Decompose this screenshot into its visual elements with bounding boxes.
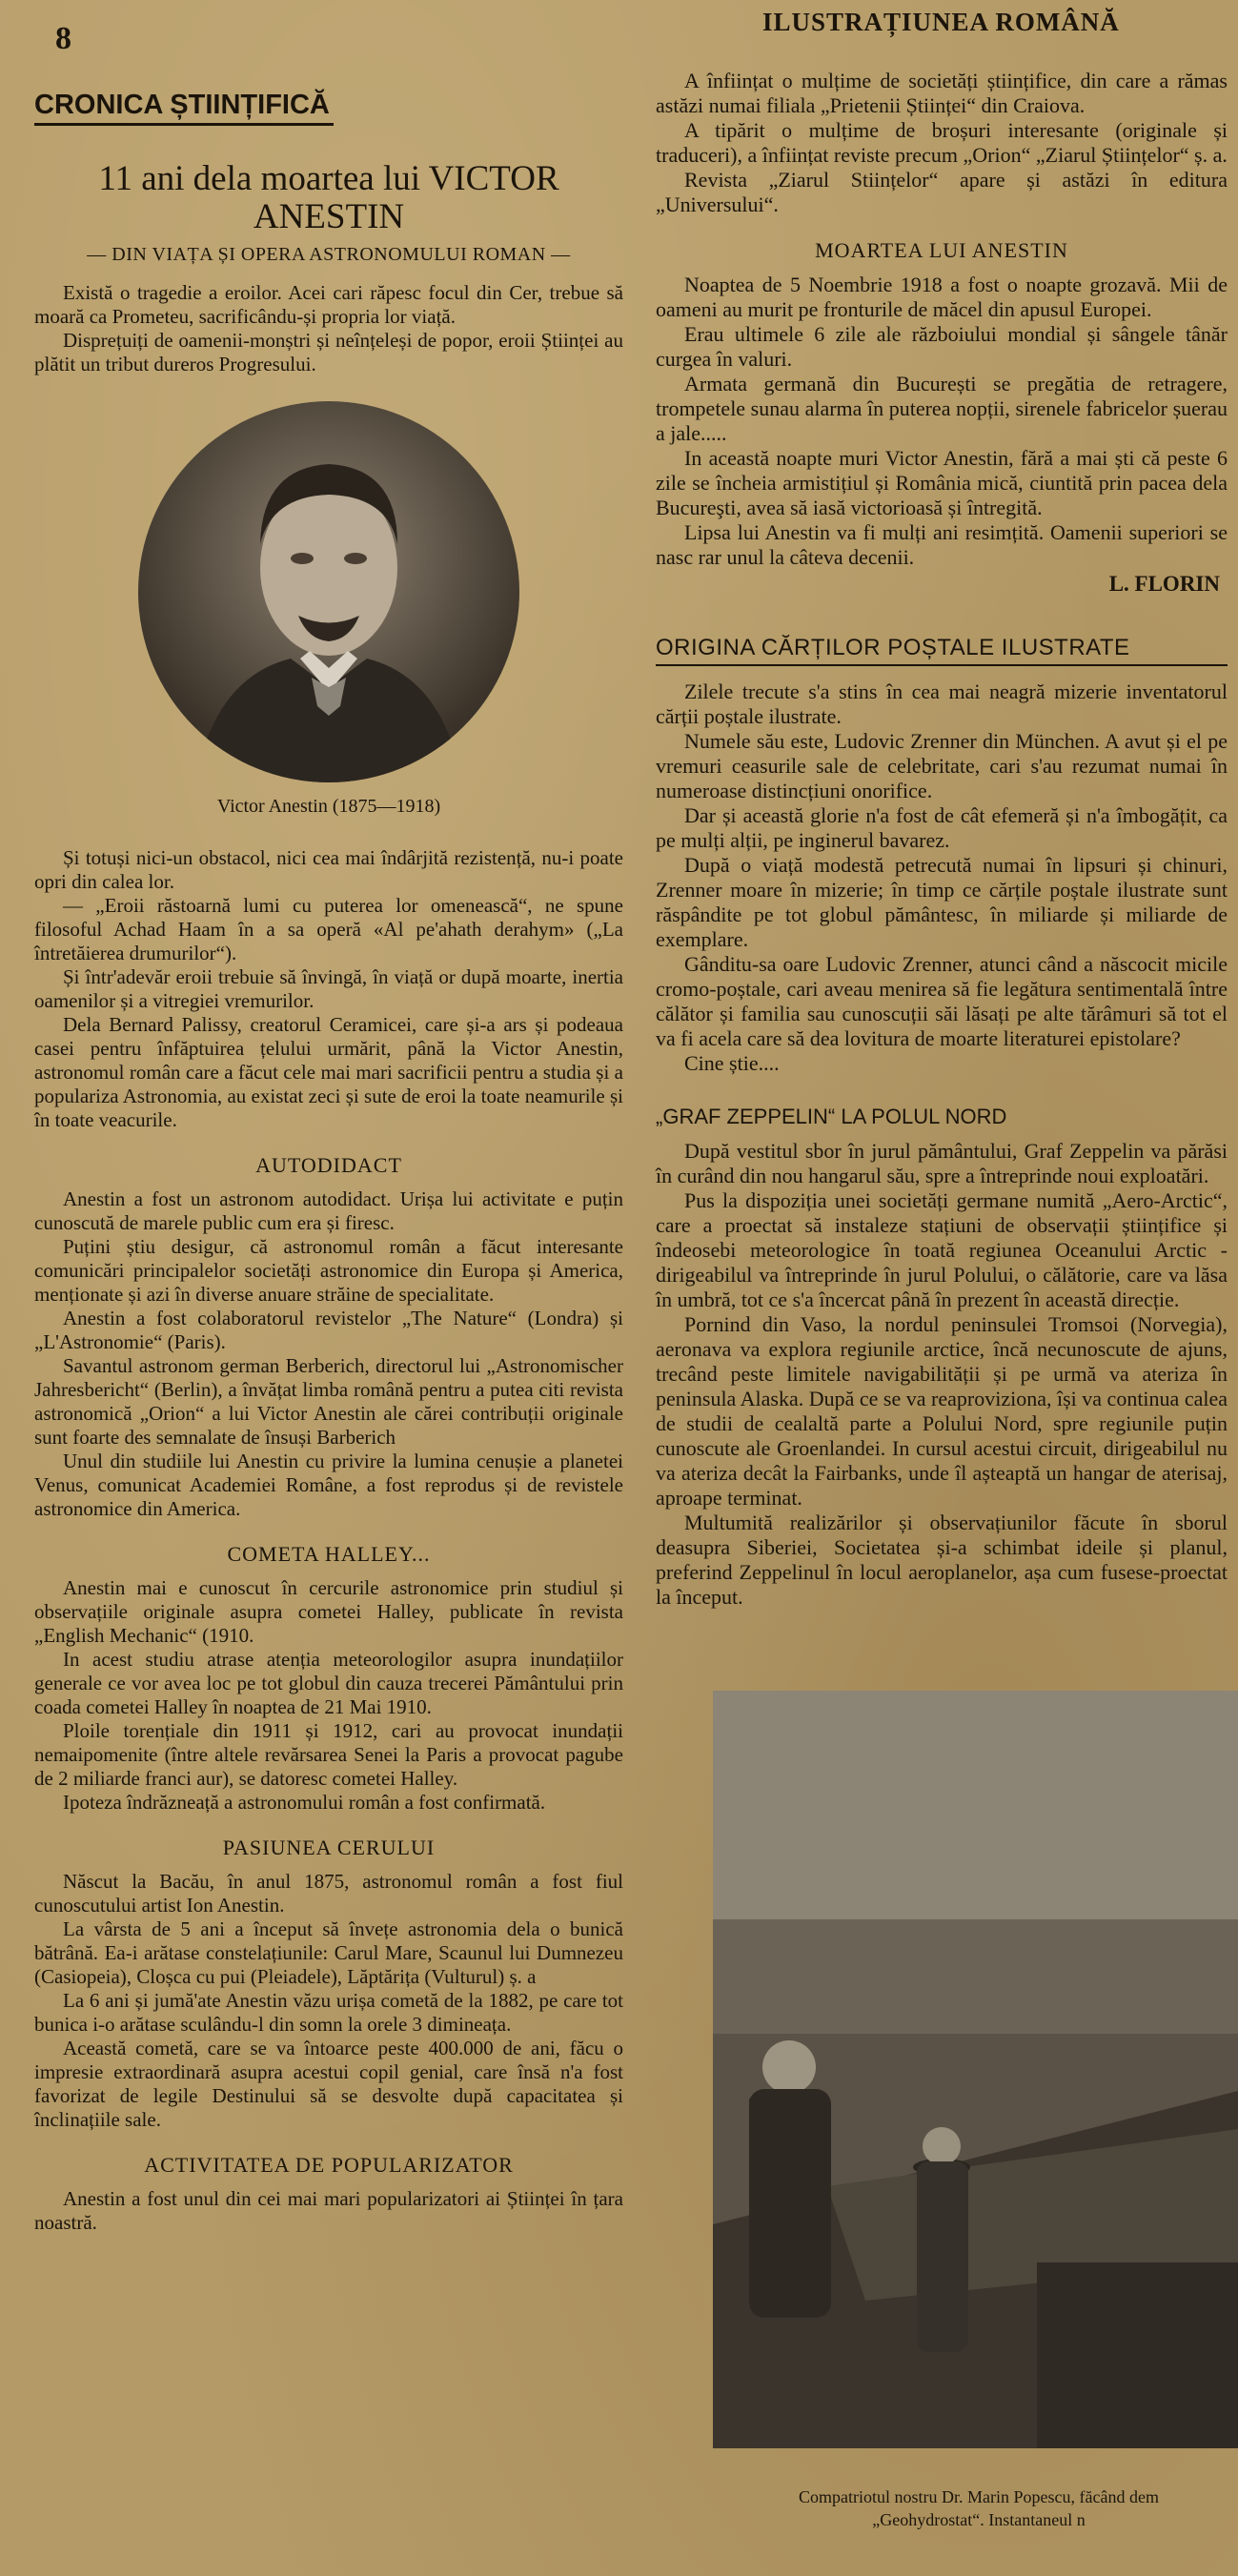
paragraph: Anestin mai e cunoscut în cercurile astronomice prin studiul și observațiile originale asupra cometei Halley, publicate în revista „English Mechanic“ (1910. bbox=[34, 1576, 623, 1647]
paragraph: — „Eroii răstoarnă lumi cu puterea lor omenească“, ne spune filosoful Achad Haam în a sa operă «Al pe'ahath derahym» („La întretăierea drumurilor“). bbox=[34, 894, 623, 964]
paragraph: Armata germană din București se pregătia de retragere, trompetele sunau alarma în puterea nopții, sirenele fabricelor șuerau a jale..... bbox=[656, 372, 1228, 445]
paragraph: Cine știe.... bbox=[684, 1051, 780, 1075]
subheading-halley: COMETA HALLEY... bbox=[227, 1542, 431, 1566]
paragraph: Există o tragedie a eroilor. Acei cari răpesc focul din Cer, trebue să moară ca Prometeu, sacrificându-și propria lor viață. bbox=[34, 281, 623, 328]
paragraph: La 6 ani și jumă'ate Anestin văzu urișa cometă de la 1882, pe care tot bunica i-o arătase sculându-l din somn la orele 3 dimineața. bbox=[34, 1989, 623, 2036]
paragraph: Numele său este, Ludovic Zrenner din München. A avut și el pe vremuri ceasurile sale de celebritate, cari s'au rezumat numai în numeroase distincțiuni onorifice. bbox=[656, 729, 1228, 802]
article-title-line2: ANESTIN bbox=[253, 197, 405, 236]
paragraph: Anestin a fost un astronom autodidact. Urișa lui activitate e puțin cunoscută de marele public cum era și firesc. bbox=[34, 1187, 623, 1234]
zeppelin-photo bbox=[713, 1691, 1238, 2448]
article-subtitle: — DIN VIAȚA ȘI OPERA ASTRONOMULUI ROMAN — bbox=[87, 244, 571, 265]
paragraph: Erau ultimele 6 zile ale războiului mondial și sângele tânăr curgea în valuri. bbox=[656, 322, 1228, 371]
paragraph: A înființat o mulțime de societăți științifice, din care a rămas astăzi numai filiala „Prietenii Științei“ din Craiova. bbox=[656, 69, 1228, 117]
right-column bbox=[656, 69, 1228, 1610]
article-title bbox=[34, 160, 623, 236]
publication-title: ILUSTRAȚIUNEA ROMÂNĂ bbox=[762, 8, 1120, 36]
section-heading: CRONICA ȘTIINȚIFICĂ bbox=[34, 90, 334, 126]
paragraph: Anestin a fost unul din cei mai mari popularizatori ai Științei în țara noastră. bbox=[34, 2187, 623, 2234]
paragraph: Noaptea de 5 Noembrie 1918 a fost o noapte grozavă. Mii de oameni au murit pe fronturile de măcel din apusul Europei. bbox=[656, 273, 1228, 321]
subheading-activitatea: ACTIVITATEA DE POPULARIZATOR bbox=[144, 2153, 514, 2177]
paragraph: Revista „Ziarul Stiințelor“ apare și astăzi în editura „Universului“. bbox=[656, 168, 1228, 216]
paragraph: La vârsta de 5 ani a început să învețe astronomia dela o bunică bătrână. Ea-i arătase constelațiunile: Carul Mare, Scaunul lui Dumnezeu (Casiopeia), Cloșca cu pui (Pleiadele), Lăptărița (Vulturul) ș. a bbox=[34, 1917, 623, 1988]
paragraph: Gânditu-sa oare Ludovic Zrenner, atunci când a născocit micile cromo-poștale, cari aveau menirea să fie legătura sentimentală între călător și familia sau cunoscuții săi lăsați pe alte tărâmuri să tot el va fi acela care să dea lovitura de moarte literaturei epistolare? bbox=[656, 952, 1228, 1050]
paragraph: In acest studiu atrase atenția meteorologilor asupra inundațiilor generale ce vor avea loc pe tot globul din cauza trecerei Pământului prin coada cometei Halley în noaptea de 21 Mai 1910. bbox=[34, 1648, 623, 1718]
paragraph: Și într'adevăr eroii trebuie să învingă, în viață or după moarte, inertia oamenilor și a vitregiei vremurilor. bbox=[34, 965, 623, 1012]
portrait-caption: Victor Anestin (1875—1918) bbox=[216, 796, 441, 817]
subheading-autodidact: AUTODIDACT bbox=[255, 1153, 402, 1177]
paragraph: Lipsa lui Anestin va fi mulți ani resimțită. Oamenii superiori se nasc rar unul la câteva decenii. bbox=[656, 520, 1228, 569]
paragraph: A tipărit o mulțime de broșuri interesante (originale și traduceri), a înființat reviste precum „Orion“ „Ziarul Științelor“ ș. a. bbox=[656, 118, 1228, 167]
paragraph: Pus la dispoziția unei societăți germane numită „Aero-Arctic“, care a proectat să instaleze stațiuni de observații științifice și îndeosebi meteorologice în toată regiunea Oceanului Arctic - dirigeabilul va întreprinde în jurul Polului, o călătorie, care va lăsa în umbră, tot ce s'a încercat până în prezent în această direcție. bbox=[656, 1188, 1228, 1311]
subheading-pasiunea: PASIUNEA CERULUI bbox=[222, 1836, 436, 1859]
paragraph: Anestin a fost colaboratorul revistelor „The Nature“ (Londra) și „L'Astronomie“ (Paris). bbox=[34, 1307, 623, 1353]
photo-caption-line1: Compatriotul nostru Dr. Marin Popescu, făcând dem bbox=[799, 2487, 1159, 2506]
heading-zeppelin: „GRAF ZEPPELIN“ LA POLUL NORD bbox=[656, 1105, 1007, 1128]
author-signature: L. FLORIN bbox=[1108, 572, 1220, 596]
paragraph: Născut la Bacău, în anul 1875, astronomul român a fost fiul cunoscutului artist Ion Anestin. bbox=[34, 1870, 623, 1917]
paragraph: In această noapte muri Victor Anestin, fără a mai ști că peste 6 zile se încheia armistițiul și România mică, ciuntită prin pacea dela Bucureşti, avea să iasă victorioasă și întregită. bbox=[656, 446, 1228, 519]
paragraph: Pornind din Vaso, la nordul peninsulei Tromsoi (Norvegia), aeronava va explora regiunile arctice, încă necunoscute de ajuns, trecând peste limitele navigabilității și pe urmă va ateriza în peninsula Alaska. După ce se va reaproviziona, își va continua calea de studii de cealaltă parte a Polului Nord, spre regiunile puțin cunoscute ale Groenlandei. In cursul acestui circuit, dirigeabilul nu va ateriza decât la Fairbanks, unde îl așteaptă un hangar de aterisaj, aproape terminat. bbox=[656, 1312, 1228, 1510]
paragraph: După vestitul sbor în jurul pământului, Graf Zeppelin va părăsi în curând din nou hangarul său, spre a întreprinde noui exploatări. bbox=[656, 1139, 1228, 1187]
portrait-illustration bbox=[138, 401, 519, 782]
page-number: 8 bbox=[55, 21, 71, 56]
zeppelin-article bbox=[656, 1139, 1228, 1610]
paragraph: După o viață modestă petrecută numai în lipsuri și chinuri, Zrenner moare în mizerie; în timp ce cărțile poștale ilustrate sunt răspândite pe tot globul pământesc, în miliarde și miliarde de exemplare. bbox=[656, 853, 1228, 951]
paragraph: Această cometă, care se va întoarce peste 400.000 de ani, făcu o impresie extraordinară asupra acestui copil genial, care însă n'a fost favorizat de legile Destinului să se desvolte după capacitatea și înclinațiile sale. bbox=[34, 2037, 623, 2131]
heading-origina: ORIGINA CĂRȚILOR POȘTALE ILUSTRATE bbox=[656, 635, 1228, 666]
paragraph: Dar și această glorie n'a fost de cât efemeră și n'a îmbogățit, ca pe mulți alții, pe inginerul bavarez. bbox=[656, 803, 1228, 852]
paragraph: Zilele trecute s'a stins în cea mai neagră mizerie inventatorul cărții poștale ilustrate. bbox=[656, 679, 1228, 728]
paragraph: Ipoteza îndrăzneață a astronomului român a fost confirmată. bbox=[63, 1791, 546, 1814]
photo-caption-line2: „Geohydrostat“. Instantaneul n bbox=[872, 2510, 1086, 2529]
paragraph: Ploile torențiale din 1911 și 1912, cari au provocat inundații nemaipomenite (între altele revărsarea Senei la Paris a provocat pagube de 2 miliarde franci aur), se datoresc cometei Halley. bbox=[34, 1719, 623, 1790]
paragraph: Multumită realizărilor și observațiunilor făcute în sborul deasupra Siberiei, Societatea și-a schimbat ideile și planul, preferind Zeppelinul în locul aeroplanelor, așa cum fusese-proectat la început. bbox=[656, 1511, 1228, 1609]
portrait-photo bbox=[138, 401, 519, 782]
paragraph: Disprețuiți de oamenii-monștri și neînțeleși de popor, eroii Științei au plătit un tribut dureros Progresului. bbox=[34, 329, 623, 375]
paragraph: Puțini știu desigur, că astronomul român a făcut interesante comunicări principalelor societăți astronomice din Europa și America, menționate și azi în diverse anuare străine de specialitate. bbox=[34, 1235, 623, 1306]
photo-illustration bbox=[713, 1691, 1238, 2448]
subheading-moartea: MOARTEA LUI ANESTIN bbox=[815, 238, 1068, 262]
paragraph: Dela Bernard Palissy, creatorul Ceramicei, care și-a ars și podeaua casei pentru înfăptuirea țelului urmărit, până la Victor Anestin, astronomul român care a făcut cele mai mari sacrificii pentru a studia și a populariza Astronomia, au existat zeci și sute de eroi la toate neamurile și în toate veacurile. bbox=[34, 1013, 623, 1131]
photo-caption bbox=[720, 2485, 1238, 2531]
paragraph: Unul din studiile lui Anestin cu privire la lumina cenușie a planetei Venus, comunicat Academiei Române, a fost reprodus și de revistele astronomice din America. bbox=[34, 1450, 623, 1520]
paragraph: Și totuși nici-un obstacol, nici cea mai îndârjită rezistență, nu-i poate opri din calea lor. bbox=[34, 846, 623, 893]
article-title-line1: 11 ani dela moartea lui VICTOR bbox=[98, 159, 559, 198]
left-column bbox=[34, 90, 623, 2235]
paragraph: Savantul astronom german Berberich, directorul lui „Astronomischer Jahresbericht“ (Berlin), a învățat limba română pentru a putea citi revista astronomică „Orion“ a lui Victor Anestin ale cărei contribuții originale sunt foarte des semnalate de însuși Barberich bbox=[34, 1354, 623, 1449]
